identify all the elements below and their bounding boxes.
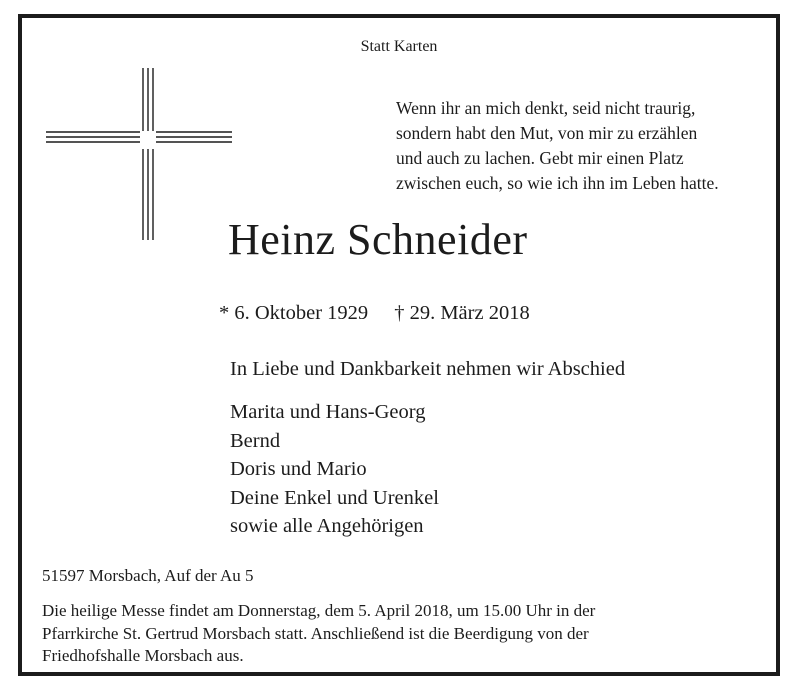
poem [396, 96, 719, 196]
mourner: Deine Enkel und Urenkel [230, 486, 439, 509]
mourner: Marita und Hans-Georg [230, 401, 426, 423]
poem-line: sondern habt den Mut, von mir zu erzählen [396, 123, 698, 143]
obituary-notice [18, 14, 780, 676]
poem-line: und auch zu lachen. Gebt mir einen Platz [396, 148, 684, 168]
death-date: † 29. März 2018 [394, 302, 530, 324]
poem-line: Wenn ihr an mich denkt, seid nicht traurig, [396, 98, 696, 118]
mourner: sowie alle Angehörigen [230, 515, 424, 537]
mourners-list [230, 398, 439, 541]
cross-icon [46, 68, 232, 240]
farewell-line: In Liebe und Dankbarkeit nehmen wir Abschied [230, 358, 626, 380]
service-line: Friedhofshalle Morsbach aus. [42, 646, 244, 665]
life-dates [219, 302, 530, 325]
birth-date: * 6. Oktober 1929 [219, 302, 369, 324]
service-info [42, 600, 595, 668]
mourner: Doris und Mario [230, 458, 367, 480]
address: 51597 Morsbach, Auf der Au 5 [42, 566, 254, 585]
poem-line: zwischen euch, so wie ich ihn im Leben hatte. [396, 173, 719, 193]
service-line: Pfarrkirche St. Gertrud Morsbach statt. Anschließend ist die Beerdigung von der [42, 623, 589, 643]
mourner: Bernd [230, 429, 281, 452]
deceased-name: Heinz Schneider [228, 215, 528, 264]
service-line: Die heilige Messe findet am Donnerstag, dem 5. April 2018, um 15.00 Uhr in der [42, 601, 596, 620]
header-statt-karten: Statt Karten [360, 38, 438, 55]
